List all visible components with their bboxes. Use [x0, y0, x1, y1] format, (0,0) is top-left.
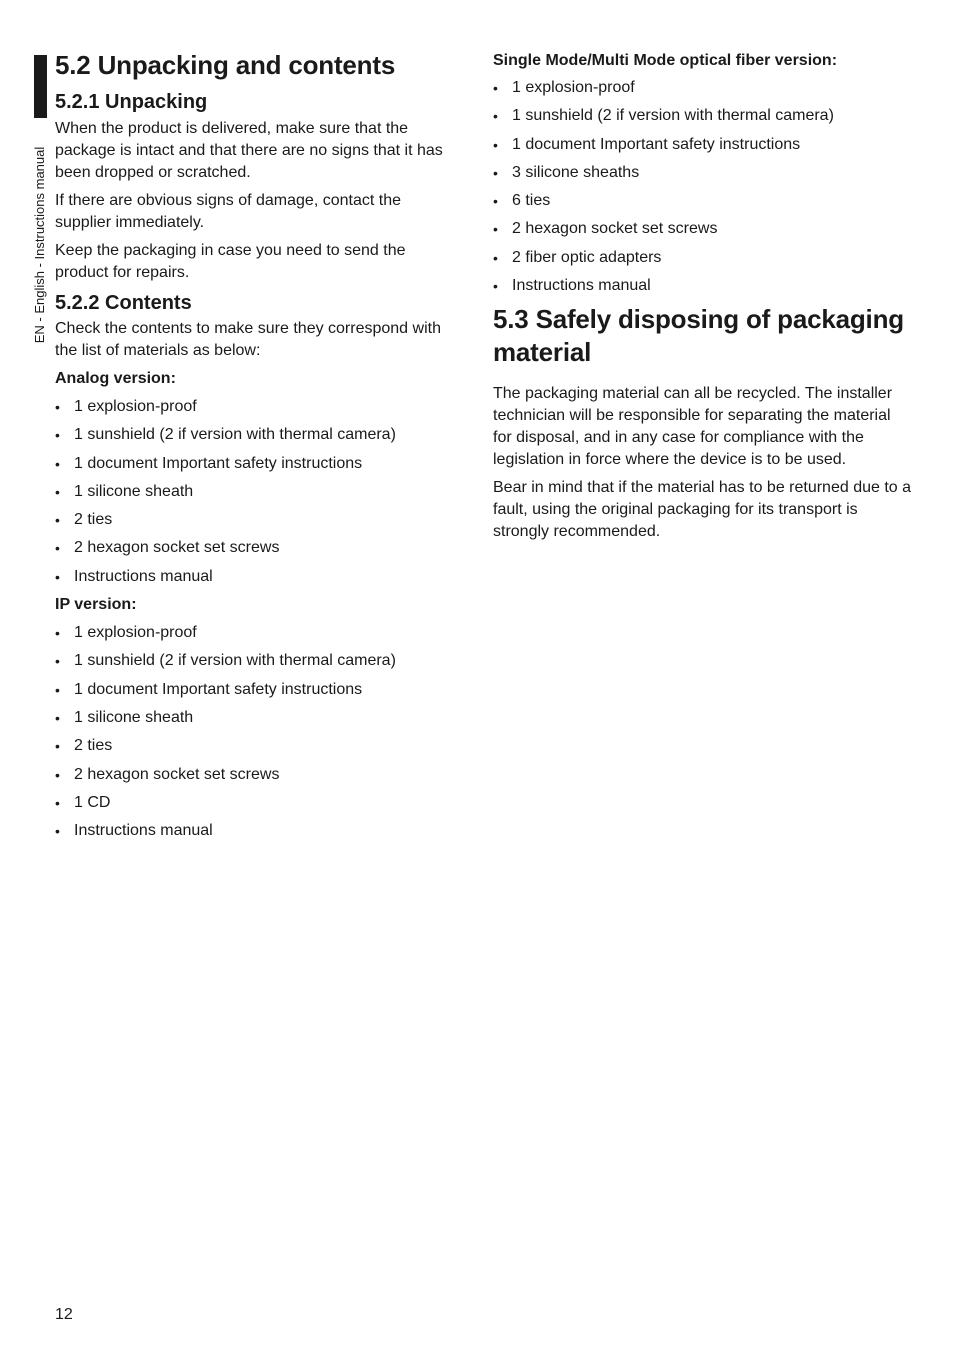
list-item: • Instructions manual — [55, 566, 445, 588]
unpacking-paragraph: Keep the packaging in case you need to send the product for repairs. — [55, 242, 406, 281]
list-item: • Instructions manual — [493, 275, 913, 297]
list-item: • 6 ties — [493, 190, 913, 212]
list-item: • 2 fiber optic adapters — [493, 247, 913, 269]
list-item: • 2 hexagon socket set screws — [493, 218, 913, 240]
list-item: • 2 ties — [55, 735, 445, 757]
list-item: • 2 hexagon socket set screws — [55, 764, 445, 786]
side-running-label: EN - English - Instructions manual — [32, 146, 47, 344]
list-item: • 1 explosion-proof — [493, 77, 913, 99]
analog-version-label: Analog version: — [55, 370, 176, 387]
list-item: • 1 silicone sheath — [55, 481, 445, 503]
analog-items-list — [55, 396, 445, 588]
disposal-paragraph: The packaging material can all be recycled. The installer technician will be responsible for separating the material for disposal, and in any case for compliance with the legislation in force where the device is to be used. — [493, 385, 893, 469]
list-item: • 1 explosion-proof — [55, 396, 445, 418]
unpacking-paragraph: When the product is delivered, make sure that the package is intact and that there are no signs that it has been dropped or scratched. — [55, 120, 443, 181]
section-marker-bar — [34, 55, 47, 118]
list-item: • 3 silicone sheaths — [493, 162, 913, 184]
section-title-safely-disposing: 5.3 Safely disposing of packaging material — [493, 304, 904, 368]
list-item: • 2 hexagon socket set screws — [55, 537, 445, 559]
list-item: • 1 CD — [55, 792, 445, 814]
page-number: 12 — [55, 1306, 73, 1323]
ip-items-list — [55, 622, 445, 842]
fiber-version-label: Single Mode/Multi Mode optical fiber version: — [493, 52, 838, 69]
section-title-unpacking-contents: 5.2 Unpacking and contents — [55, 50, 396, 80]
subsection-title-unpacking: 5.2.1 Unpacking — [55, 91, 208, 113]
list-item: • 1 document Important safety instructions — [55, 679, 445, 701]
list-item: • 1 silicone sheath — [55, 707, 445, 729]
ip-version-label: IP version: — [55, 596, 137, 614]
left-column — [55, 48, 445, 848]
unpacking-paragraph: If there are obvious signs of damage, contact the supplier immediately. — [55, 192, 401, 231]
disposal-paragraph: Bear in mind that if the material has to be returned due to a fault, using the original packaging for its transport is strongly recommended. — [493, 479, 912, 541]
list-item: • 1 document Important safety instructions — [55, 453, 445, 475]
contents-intro: Check the contents to make sure they correspond with the list of materials as below: — [55, 320, 441, 359]
list-item: • 1 sunshield (2 if version with thermal camera) — [55, 650, 445, 672]
list-item: • Instructions manual — [55, 820, 445, 842]
subsection-title-contents: 5.2.2 Contents — [55, 292, 192, 314]
right-column — [493, 50, 913, 549]
list-item: • 1 explosion-proof — [55, 622, 445, 644]
fiber-items-list — [493, 77, 913, 297]
list-item: • 2 ties — [55, 509, 445, 531]
list-item: • 1 sunshield (2 if version with thermal camera) — [493, 105, 913, 127]
list-item: • 1 document Important safety instructions — [493, 134, 913, 156]
list-item: • 1 sunshield (2 if version with thermal camera) — [55, 424, 445, 446]
